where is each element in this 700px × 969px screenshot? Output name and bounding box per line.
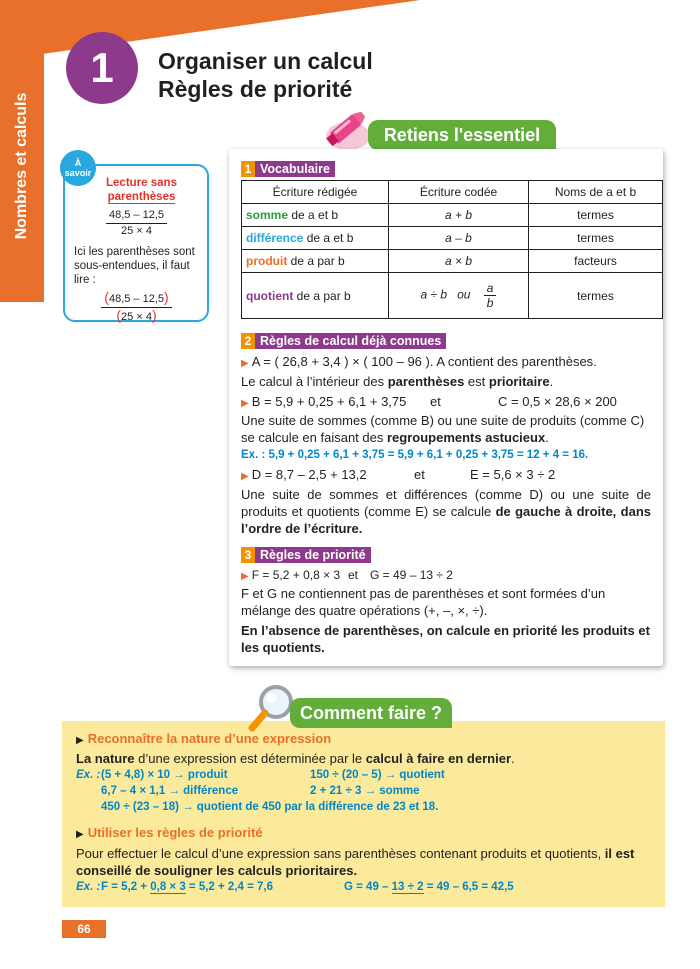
section-2-line-5: ▶ D = 8,7 – 2,5 + 13,2 bbox=[241, 467, 367, 482]
section-3-line-1-g: G = 49 – 13 ÷ 2 bbox=[370, 568, 453, 582]
row-coded: a × b bbox=[389, 250, 529, 273]
a-savoir-title-line2: parenthèses bbox=[107, 191, 176, 203]
row-names: termes bbox=[529, 204, 663, 227]
a-savoir-fraction bbox=[74, 208, 199, 239]
sidebar-label: Nombres et calculs bbox=[13, 92, 30, 240]
row-names: facteurs bbox=[529, 250, 663, 273]
comment-faire-header: Comment faire ? bbox=[290, 698, 452, 728]
a-savoir-text: Ici les parenthèses sont sous-entendues, il faut lire : bbox=[74, 246, 195, 286]
section-2-line-4: Une suite de sommes (comme B) ou une suite de produits (comme C) se calcule en faisant des regroupements astucieux. bbox=[241, 413, 645, 445]
fraction-denominator: 25 × 4 bbox=[121, 225, 152, 237]
row-word: quotient bbox=[246, 288, 294, 303]
example-prefix: Ex. : bbox=[76, 769, 101, 781]
a-savoir-badge bbox=[60, 150, 96, 186]
table-row bbox=[242, 227, 663, 250]
a-savoir-fraction-parenthesized: $\frac{(48,5 - 12,5)}{(25 \times 4)}$ bbox=[74, 290, 199, 325]
column-header: Écriture rédigée bbox=[242, 181, 389, 204]
table-row bbox=[242, 273, 663, 319]
page-number: 66 bbox=[62, 920, 106, 938]
fraction2-denominator: 25 × 4 bbox=[121, 311, 152, 323]
section-3-line-2: F et G ne contiennent pas de parenthèses et sont formées d’un mélange des quatre opérations (+, –, ×, ÷). bbox=[241, 586, 606, 618]
rule-2: Pour effectuer le calcul d’une expression sans parenthèses contenant produits et quotients, il est conseillé de souligner les calculs prioritaires. bbox=[76, 846, 635, 878]
row-coded bbox=[389, 273, 529, 319]
example-3: 6,7 – 4 × 1,1 → différence bbox=[101, 785, 239, 797]
section-3-line-1-et: et bbox=[348, 568, 359, 582]
title-line-2: Règles de priorité bbox=[158, 76, 353, 102]
section-3-line-3: En l’absence de parenthèses, on calcule en priorité les produits et les quotients. bbox=[241, 623, 650, 655]
row-word: somme bbox=[246, 208, 289, 222]
retiens-header: Retiens l'essentiel bbox=[368, 120, 556, 150]
row-rest: de a par b bbox=[287, 254, 345, 268]
vocabulary-table bbox=[241, 180, 663, 319]
example-6: F = 5,2 + 0,8 × 3 = 5,2 + 2,4 = 7,6 bbox=[101, 881, 274, 893]
section-1-title: Vocabulaire bbox=[255, 161, 335, 177]
section-2-line-2: Le calcul à l’intérieur des parenthèses est prioritaire. bbox=[241, 374, 554, 389]
example-7: G = 49 – 13 ÷ 2 = 49 – 6,5 = 42,5 bbox=[344, 881, 514, 893]
section-3-title: Règles de priorité bbox=[255, 547, 371, 563]
coded-frac-num: a bbox=[484, 281, 497, 296]
example-4: 2 + 21 ÷ 3 → somme bbox=[310, 785, 420, 797]
a-savoir-title bbox=[84, 176, 199, 204]
section-2-line-5-e: E = 5,6 × 3 ÷ 2 bbox=[470, 467, 556, 482]
section-3-line-1: ▶ F = 5,2 + 0,8 × 3 bbox=[241, 568, 341, 582]
section-3-number: 3 bbox=[241, 547, 255, 563]
section-2-line-6: Une suite de sommes et différences (comme D) ou une suite de produits et quotients (comme E) se calcule de gauche à droite, dans l’ordre de l’écriture. bbox=[241, 487, 652, 536]
section-2-title: Règles de calcul déjà connues bbox=[255, 333, 446, 349]
column-header: Écriture codée bbox=[389, 181, 529, 204]
example-2: 150 ÷ (20 – 5) → quotient bbox=[310, 769, 445, 781]
fraction2-numerator: 48,5 – 12,5 bbox=[108, 293, 165, 305]
a-savoir-box bbox=[63, 164, 209, 322]
section-3-header bbox=[241, 547, 371, 563]
row-rest: de a par b bbox=[293, 288, 351, 303]
table-row bbox=[242, 204, 663, 227]
chapter-number: 1 bbox=[66, 32, 138, 104]
section-1-header bbox=[241, 161, 335, 177]
section-2-header bbox=[241, 333, 446, 349]
section-2-line-5-et: et bbox=[414, 467, 425, 482]
a-savoir-title-line1: Lecture sans bbox=[106, 177, 177, 189]
section-2-line-3: ▶ B = 5,9 + 0,25 + 6,1 + 3,75 bbox=[241, 394, 407, 409]
badge-line2: savoir bbox=[64, 168, 92, 178]
section-2-example: Ex. : 5,9 + 0,25 + 6,1 + 3,75 = 5,9 + 6,1 + 0,25 + 3,75 = 12 + 4 = 16. bbox=[241, 449, 589, 461]
section-2-line-3-c: C = 0,5 × 28,6 × 200 bbox=[498, 394, 617, 409]
row-rest: de a et b bbox=[303, 231, 354, 245]
section-2-line-1: ▶ A = ( 26,8 + 3,4 ) × ( 100 – 96 ). A contient des parenthèses. bbox=[241, 354, 597, 369]
row-coded-text: a ÷ b ou bbox=[420, 287, 471, 302]
example-prefix-2: Ex. : bbox=[76, 881, 101, 893]
table-header-row bbox=[242, 181, 663, 204]
comment-faire-heading-1: ▶ Reconnaître la nature d’une expression bbox=[76, 731, 332, 746]
title-line-1: Organiser un calcul bbox=[158, 48, 373, 74]
rule-1: La nature d’une expression est déterminée par le calcul à faire en dernier. bbox=[76, 751, 515, 766]
row-coded: a + b bbox=[389, 204, 529, 227]
coded-frac-den: b bbox=[486, 296, 494, 310]
example-5: 450 ÷ (23 – 18) → quotient de 450 par la différence de 23 et 18. bbox=[101, 801, 439, 813]
section-2-line-3-et: et bbox=[430, 394, 441, 409]
row-rest: de a et b bbox=[288, 208, 339, 222]
column-header: Noms de a et b bbox=[529, 181, 663, 204]
section-2-number: 2 bbox=[241, 333, 255, 349]
row-names: termes bbox=[529, 227, 663, 250]
badge-line1: À bbox=[74, 158, 82, 168]
row-names: termes bbox=[529, 273, 663, 319]
table-row bbox=[242, 250, 663, 273]
row-word: différence bbox=[246, 231, 304, 245]
row-word: produit bbox=[246, 254, 288, 268]
example-1: (5 + 4,8) × 10 → produit bbox=[101, 769, 228, 781]
comment-faire-heading-2: ▶ Utiliser les règles de priorité bbox=[76, 825, 263, 840]
fraction-numerator: 48,5 – 12,5 bbox=[106, 208, 167, 224]
section-1-number: 1 bbox=[241, 161, 255, 177]
page-title bbox=[158, 47, 373, 103]
row-coded: a – b bbox=[389, 227, 529, 250]
